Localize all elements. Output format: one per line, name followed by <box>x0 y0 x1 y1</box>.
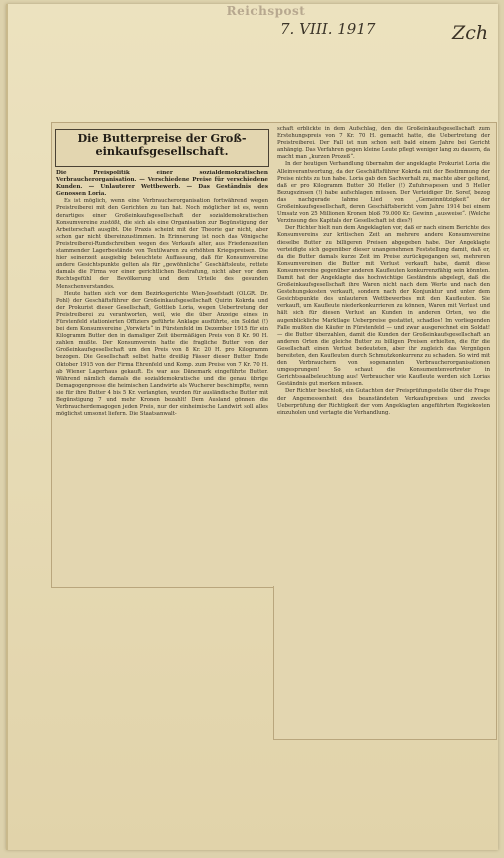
right-paragraph-3: Der Richter hielt nun dem Angeklagten vor, daß er nach einem Berichte des Konsumvereins zur kritischen Zeit an mehrere andere Konsumvereine dieselbe Butter zu billigeren Preisen abgegeben habe. Der Angeklagte verteidigte sich gegenüber dieser unangenehmen Feststellung damit, daß er, da die Butter damals kurze Zeit im Preise zurückgegangen sei, mehreren Konsumvereinen die Butter mit Verlust verkauft habe, damit diese Konsumvereine gegenüber anderen Kaufleuten konkurrenzfähig sein könnten. Damit hat der Angeklagte das hochwichtige Geständnis abgelegt, daß die Großeinkaufsgesellschaft ihre Waren nicht nach dem Werte und nach den Gestehungskosten verkauft, sondern nach der Konjunktur und unter dem Gesichtspunkte des unlauteren Wettbewerbes mit den Kaufleuten. Sie verkauft, um Kaufleute niederkonkurrieren zu können, Waren mit Verlust und hält sich für diesen Verlust an Kunden in anderen Orten, wo die augenblickliche Marktlage Ueberpreise gestattet, schadlos! Im vorliegenden Falle mußten die Käufer in Fürstenfeld — und zwar ausgerechnet ein Soldat! — die Butter überzahlen, damit die Kunden der Großeinkaufsgesellschaft an anderen Orten die gleiche Butter zu billigen Preisen erhielten, die für die Gesellschaft einen Verlust bedeuteten, aber ihr zugleich das Vergnügen bereiteten, den Kaufleuten durch Schmutzkonkurrenz zu schaden. So wird mit den Verbrauchern von sogenannten Verbraucherorganisationen umgesprungen! So schaut die Konsumentenvertreter in Gerichtssaalbeleuchtung aus! Verbraucher wie Kaufleute werden sich Lorias Geständnis gut merken müssen. <box>277 225 490 388</box>
handwritten-initials: Zch <box>452 22 489 44</box>
handwritten-date <box>280 20 375 38</box>
left-paragraph-1: Es ist möglich, wenn eine Verbraucherorganisation fortwährend wegen Preistreiberei mit den Gerichten zu tun hat. Noch möglicher ist es, wenn derartiges einer Großeinkaufsgesellschaft der sozialdemokratischen Konsumvereine zustößt, die sich als eine Organisation zur Begünstigung der Arbeiterschaft ausgibt. Die Praxis scheint mit der Theorie gar nicht, aber schon gar nicht übereinzustimmen. In Erinnerung ist noch das Vönigsche Preistreiberei-Rundschreiben wegen des Verkaufs alter, aus Friedenszeiten stammender Lagerbestände von Textilwaren zu erhöhten Kriegspreisen. Die hier seinerzeit ausgiebig beleuchtete Auffassung, daß für Konsumvereine andere Gesichtspunkte gelten als für „gewöhnliche“ Geschäftsleute, rettete damals die Firma vor einer gerichtlichen Bestrafung, nicht aber vor dem Rechtsgefühl der Bevölkerung und dem Urteile des gesunden Menschenverstandes. <box>56 198 268 290</box>
article-headline: Die Butterpreise der Groß-einkaufsgesellschaft. <box>77 131 247 158</box>
article-right-column <box>277 126 490 733</box>
article-left-column <box>56 170 268 579</box>
left-paragraph-2: Heute hatten sich vor dem Bezirksgerichte Wien-Josefstadt (OLGR. Dr. Pohl) der Geschäftsführer der Großeinkaufsgesellschaft Quirin Kokrda und der Prokurist dieser Gesellschaft, Gottlieb Loria, wegen Uebertretung der Preistreiberei zu verantworten, weil, wie die über Anzeige eines in Fürstenfeld stationierten Offiziers geführte Anklage ausführte, ein Soldat (!) bei dem Konsumvereine „Vorwärts“ in Fürstenfeld im Dezember 1915 für ein Kilogramm Butter den in damaliger Zeit übermäßigen Preis von 8 Kr. 90 H. zahlen mußte. Der Konsumverein hatte die fragliche Butter von der Großeinkaufsgesellschaft um den Preis von 8 Kr. 20 H. pro Kilogramm bezogen. Die Gesellschaft selbst hatte dreißig Fässer dieser Butter Ende Oktober 1915 von der Firma Ehrenfeld und Komp. zum Preise von 7 Kr. 70 H. ab Wiener Lagerhaus gekauft. Es war aus Dänemark eingeführte Butter. Während nämlich damals die sozialdemokratische und die genau übrige Demagogenpresse die heimischen Landwirte als Wucherer beschimpfte, wenn sie für ihre Butter 4 bis 5 Kr. verlangten, wurden für ausländische Butter mit Begünstigung 7 und mehr Kronen bezahlt! Dem Ausland gönnen die Verbraucherdemagogen jeden Preis, nur der einheimische Landwirt soll alles möglichst umsonst liefern. Die Staatsanwalt- <box>56 290 268 418</box>
right-paragraph-4: Der Richter beschloß, ein Gutachten der Preisprüfungsstelle über die Frage der Angemessenheit des beanständeten Verkaufspreises und zwecks Ueberprüfung der Richtigkeit der vom Angeklagten angeführten Regiekosten einzuholen und vertagte die Verhandlung. <box>277 388 490 416</box>
date-year: 1917 <box>337 20 376 38</box>
right-paragraph-1: schaft erblickte in dem Aufschlag, den die Großeinkaufsgesellschaft zum Erstehungspreis von 7 Kr. 70 H. gemacht hatte, die Uebertretung der Preistreiberei. Der Fall ist nun schon seit bald einem Jahre bei Gericht anhängig. Das Verfahren gegen kleine Leute pflegt weniger lang zu dauern, da macht man „kurzen Prozeß“. <box>277 126 490 161</box>
article-deck: Die Preispolitik einer sozialdemokratischen Verbraucherorganisation. — Verschiedene Preise für verschiedene Kunden. — Unlauterer Wettbewerb. — Das Geständnis des Genossen Loria. <box>56 170 268 198</box>
date-month: VIII. <box>299 20 333 38</box>
date-day: 7. <box>280 20 295 38</box>
right-paragraph-2: In der heutigen Verhandlung übernahm der angeklagte Prokurist Loria die Alleinverantwortung, da der Geschäftsführer Kokrda mit der Bestimmung der Preise nichts zu tun habe. Loria gab den Sachverhalt zu, machte aber geltend, daß er pro Kilogramm Butter 30 Heller (!) Zufuhrsspesen und 5 Heller Bezugszinsen (!) habe aufschlagen müssen. Der Verteidiger Dr. Soref, bezog das nachgerade lahme Lied von „Gemeinnützigkeit“ der Großeinkaufsgesellschaft, deren Geschäftsbericht vom Jahre 1914 bei einem Umsatz von 25 Millionen Kronen bloß 79.000 Kr. Gewinn „ausweise“. (Welche Verzinsung des Kapitals der Gesellschaft ist dies?) <box>277 161 490 225</box>
source-stamp: Reichspost <box>226 4 306 18</box>
